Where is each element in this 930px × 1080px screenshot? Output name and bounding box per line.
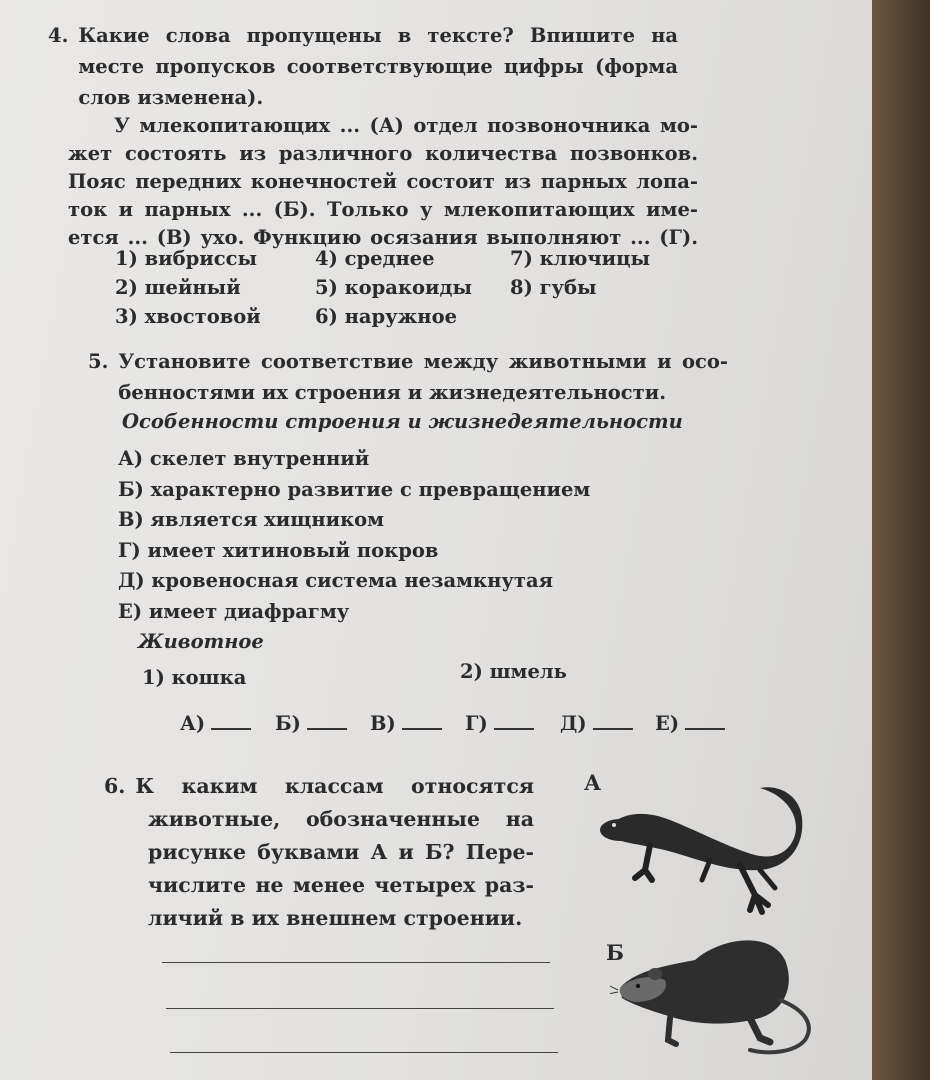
text-line: У млекопитающих ... (А) отдел позвоночника мо- (114, 114, 698, 137)
task-5 (88, 346, 728, 408)
answer-letter: В) (370, 712, 396, 735)
answer-row (180, 708, 750, 739)
text-line: ток и парных ... (Б). Только у млекопитающих име- (68, 198, 698, 221)
option: 4) среднее (315, 247, 435, 270)
option (510, 302, 670, 331)
question-line: К каким классам относятся (135, 774, 534, 798)
task-4 (48, 20, 678, 113)
option: 8) губы (510, 276, 597, 299)
features-list (118, 444, 590, 627)
feature-item: Д) кровеносная система незамкнутая (118, 569, 554, 592)
option: 5) коракоиды (315, 276, 473, 299)
question-line: бенностями их строения и жизнедеятельности. (118, 381, 666, 404)
feature-item: Г) имеет хитиновый покров (118, 538, 439, 562)
question-line: месте пропусков соответствующие цифры (форма (78, 55, 678, 78)
desk-background (872, 0, 930, 1080)
question-line: рисунке буквами А и Б? Пере- (148, 840, 534, 864)
option: 6) наружное (315, 305, 457, 328)
animal-heading: Животное (138, 630, 264, 653)
question-line: животные, обозначенные на (148, 807, 534, 831)
answer-line[interactable] (162, 962, 550, 963)
question-line: числите не менее четырех раз- (148, 873, 534, 897)
question-line: личий в их внешнем строении. (148, 906, 523, 930)
rat-drawing (610, 930, 845, 1070)
answer-letter: А) (180, 712, 206, 735)
question-line: Установите соответствие между животными и осо- (118, 350, 728, 373)
animal-option: 2) шмель (460, 660, 567, 683)
text-line: Пояс передних конечностей состоит из парных лопа- (68, 170, 698, 193)
animal-options (142, 662, 582, 693)
task-number: 4. (48, 24, 69, 47)
feature-item: Б) характерно развитие с превращением (118, 477, 591, 501)
feature-item: А) скелет внутренний (118, 447, 370, 470)
question-line: слов изменена). (78, 86, 264, 109)
figure-label-b: Б (606, 940, 624, 965)
features-heading: Особенности строения и жизнедеятельности (122, 410, 683, 433)
answer-blank[interactable] (494, 710, 534, 730)
answer-blank[interactable] (211, 710, 251, 730)
task-6 (104, 770, 534, 935)
task-number: 6. (104, 774, 126, 798)
option: 2) шейный (115, 276, 241, 299)
answer-blank[interactable] (402, 710, 442, 730)
answer-letter: Г) (465, 712, 488, 735)
task-number: 5. (88, 350, 109, 373)
answer-letter: Е) (655, 712, 680, 735)
answer-line[interactable] (166, 1008, 554, 1009)
option: 3) хвостовой (115, 305, 261, 328)
answer-blank[interactable] (307, 710, 347, 730)
question-line: Какие слова пропущены в тексте? Впишите на (78, 24, 678, 47)
feature-item: В) является хищником (118, 508, 385, 531)
answer-blank[interactable] (685, 710, 725, 730)
text-line: жет состоять из различного количества позвонков. (68, 142, 698, 165)
figure-label-a: А (584, 770, 602, 795)
feature-item: Е) имеет диафрагму (118, 599, 350, 623)
animal-option: 1) кошка (142, 666, 247, 689)
text-line: ется ... (В) ухо. Функцию осязания выполняют ... (Г). (68, 226, 698, 249)
option: 1) вибриссы (115, 247, 257, 270)
answer-letter: Д) (560, 712, 587, 735)
task-4-text (68, 112, 698, 252)
lizard-drawing (590, 760, 830, 935)
option: 7) ключицы (510, 247, 651, 270)
answer-letter: Б) (275, 712, 301, 735)
answer-blank[interactable] (593, 710, 633, 730)
answer-line[interactable] (170, 1052, 558, 1053)
task-4-options (115, 244, 670, 331)
